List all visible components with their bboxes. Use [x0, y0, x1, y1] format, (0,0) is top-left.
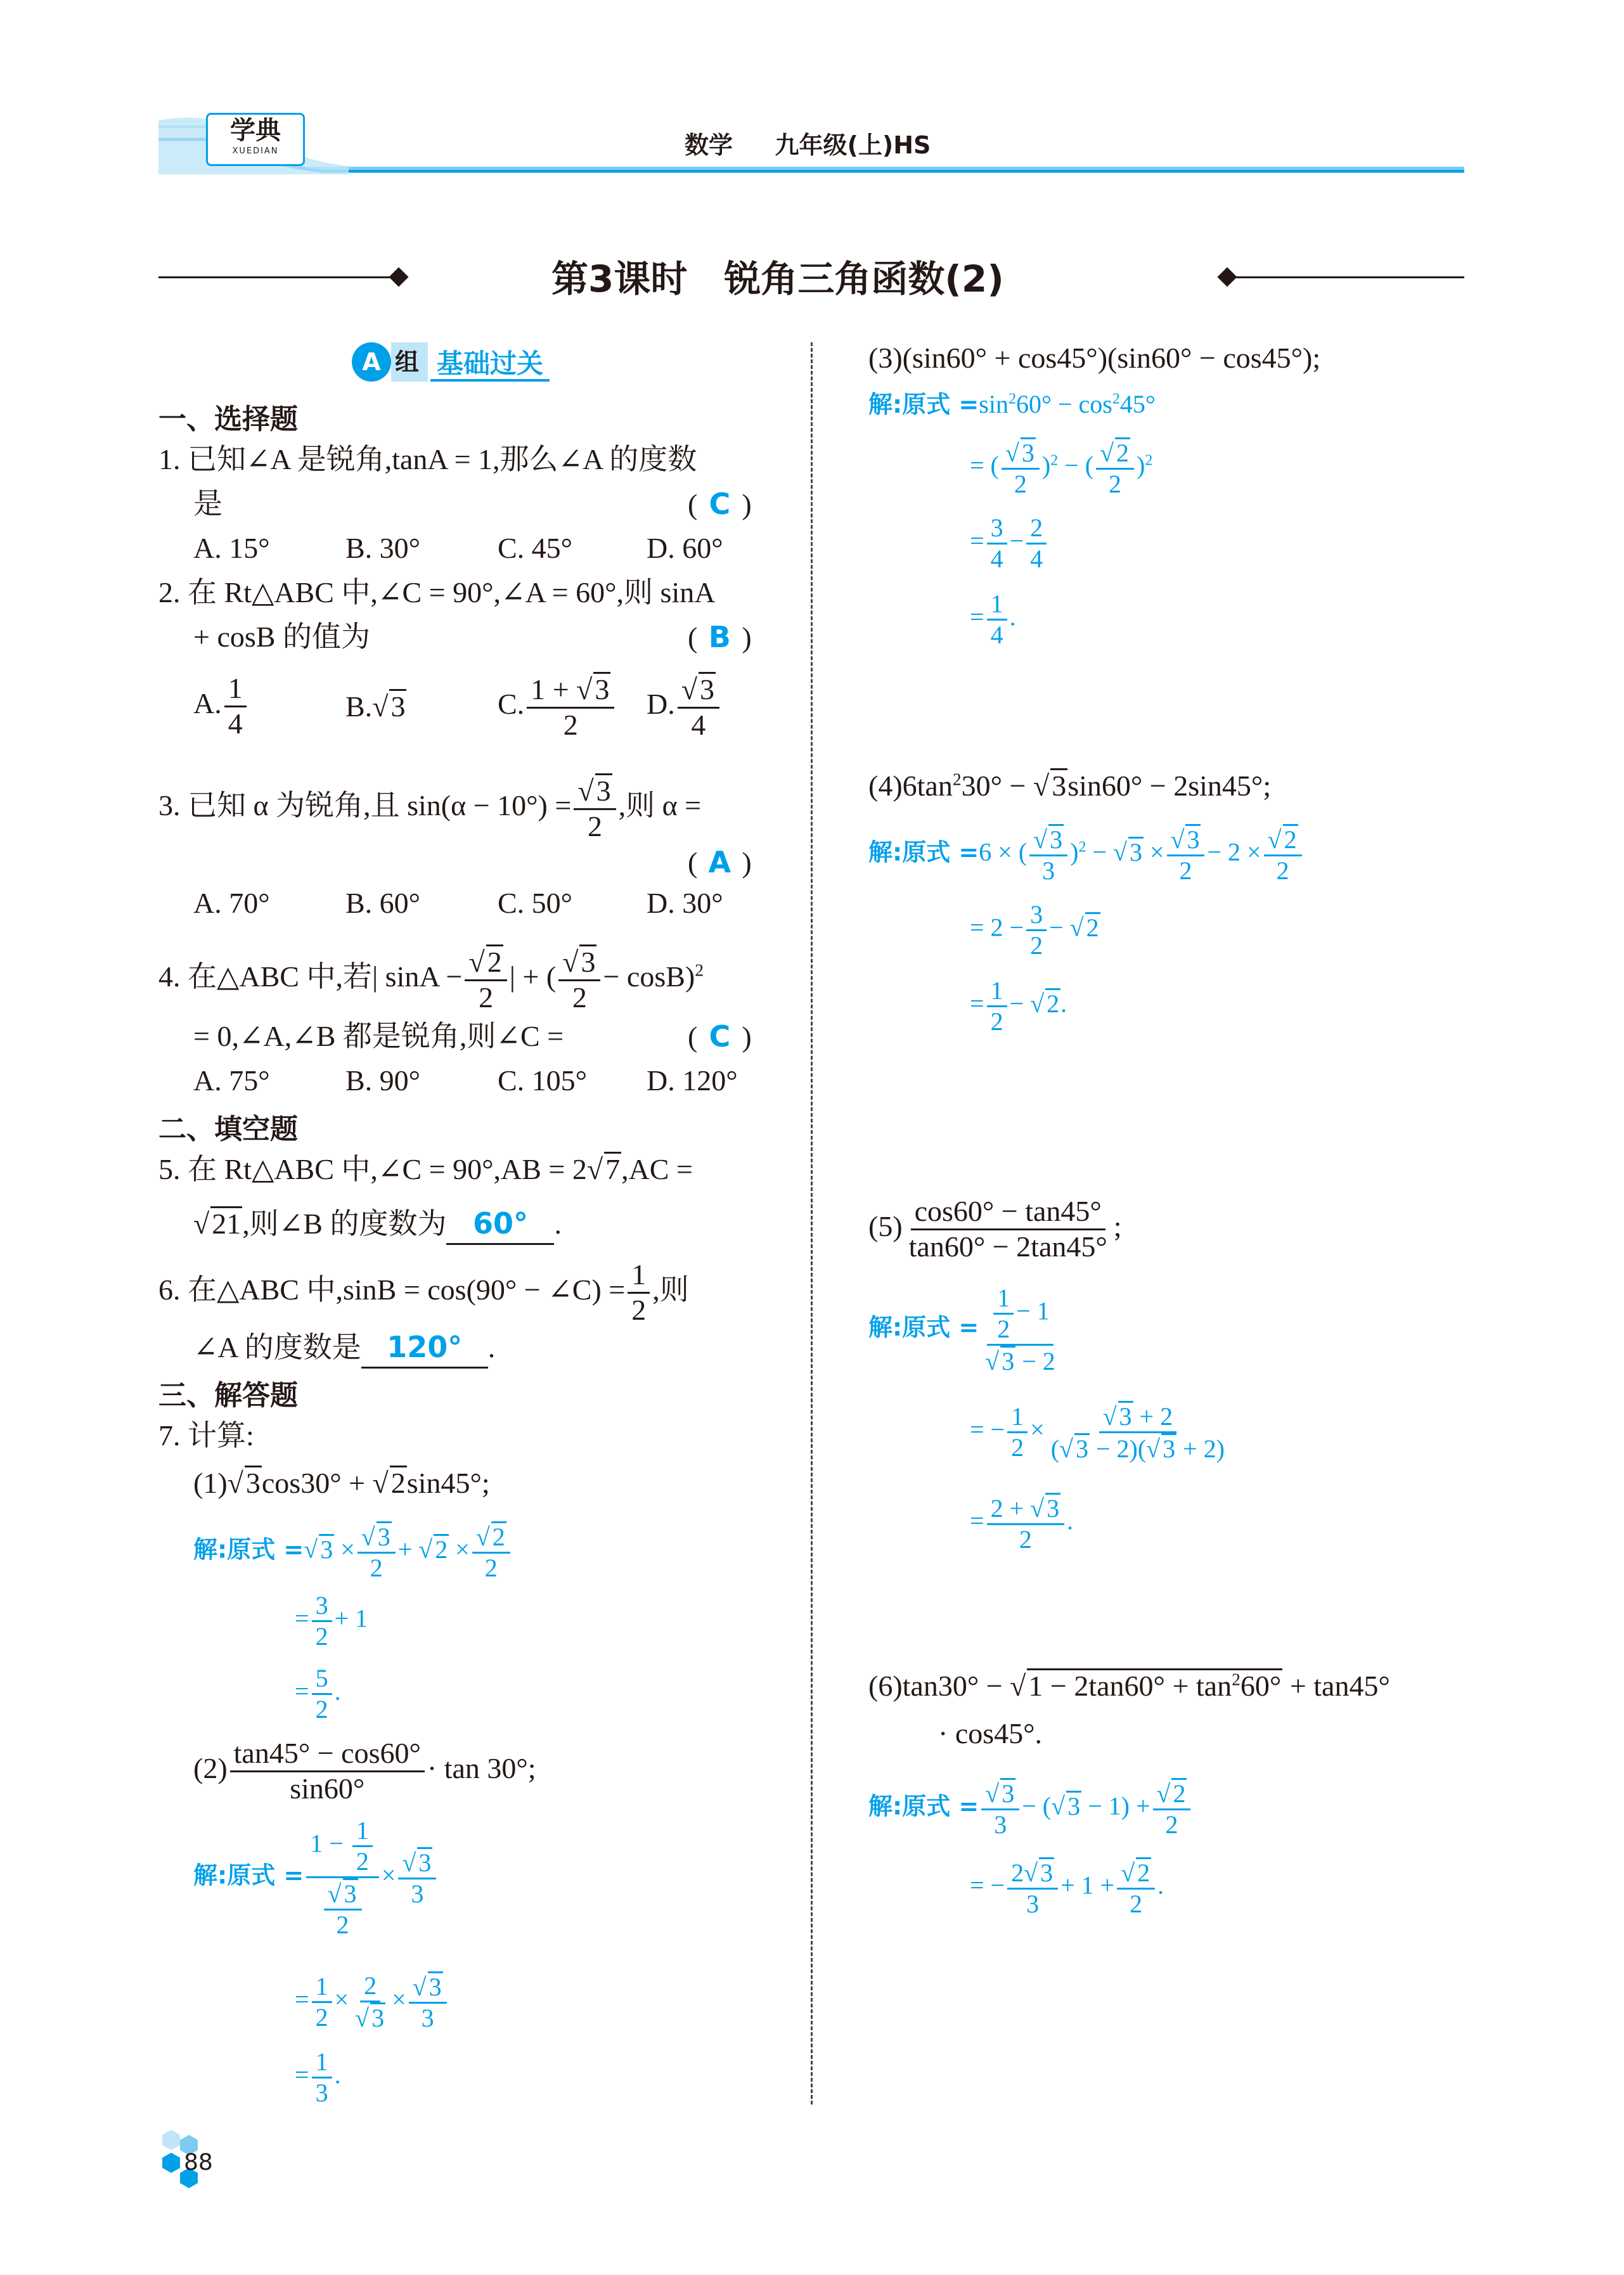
q7-part1-step1: 解:原式 =√ 3 × $\frac{√ 3}{2}$ + √ 2 × $\frac{√ 2}{2}$ [193, 1521, 513, 1583]
title-rule-right [1227, 276, 1464, 278]
q7-part5-step1: 解:原式 = $\frac{1}{2}$ − 1 √ 3 − 2 [868, 1284, 1055, 1376]
q4-answer: C [709, 1019, 731, 1054]
q7-part1-step3: = $\frac{5}{2}$ . [295, 1664, 341, 1724]
section-choice: 一、选择题 [158, 403, 298, 435]
q7-part6-step1: 解:原式 = $\frac{√ 3}{3}$ − (√ 3 − 1) + $\frac{√ 2}{2}$ [868, 1778, 1193, 1840]
q2-option-d: D. $\frac{√3}{4}$ [647, 672, 722, 742]
title-rule-left [158, 276, 399, 278]
q4-answer-bracket: ( C ) [688, 1017, 752, 1056]
q1-option-d: D. 60° [647, 532, 723, 564]
q2-answer-bracket: ( B ) [688, 618, 752, 657]
q5-answer: 60° [472, 1206, 528, 1241]
q7-part6-expression-line2: · cos45°. [938, 1717, 1043, 1750]
q7-part4-expression: $(4)6\tan^230^\circ - √3\sin 60^\circ - 2\sin 45^\circ$; [868, 769, 1272, 802]
q4-stem-line2: = 0,∠A,∠B 都是锐角,则∠C = [193, 1020, 564, 1052]
q4-option-c: C. 105° [498, 1064, 588, 1097]
q7-part1-step2: = $\frac{3}{2}$ + 1 [295, 1591, 368, 1651]
q7-part2-step3: = $\frac{1}{3}$ . [295, 2047, 341, 2107]
group-banner [352, 342, 550, 387]
q6-answer: 120° [387, 1330, 463, 1364]
q2-stem-line1: 2. 在 Rt△ABC 中,∠C = 90°,∠A = 60°,则 sinA [158, 576, 716, 609]
q7-part2-step1: 解:原式 = 1 − $\frac{1}{2}$ $\frac{√ 3}{2}$ × $\frac{√ 3}{3}$ [193, 1816, 439, 1940]
q7-part1-expression: (1)√3cos30° + √2sin45°; [193, 1467, 490, 1499]
q1-answer-bracket: ( C ) [688, 485, 752, 524]
q7-part5-step2: = − $\frac{1}{2}$ × $\frac{√ 3 + 2}{(√ 3 - 2)(√ 3 + 2)}$ [970, 1402, 1225, 1463]
q1-option-b: B. 30° [345, 532, 421, 564]
logo [206, 113, 305, 166]
q2-answer: B [708, 620, 731, 654]
header-grade: 九年级(上)HS [775, 131, 931, 159]
q2-option-b: B.√3 [345, 690, 406, 723]
page-header [158, 108, 1464, 177]
section-solve: 三、解答题 [158, 1379, 298, 1412]
q7-part3-step3: = $\frac{3}{4}$ − $\frac{2}{4}$ [970, 513, 1049, 574]
q7-part4-step1: 解:原式 =6 × ( $\frac{√ 3}{3}$ )$^2$ − √ 3 × $\frac{√ 3}{2}$ − 2 × $\frac{√ 2}{2}$ [868, 824, 1305, 886]
q4-option-d: D. 120° [647, 1064, 738, 1097]
q1-stem-line1: 1. 已知∠A 是锐角,tanA = 1,那么∠A 的度数 [158, 443, 697, 475]
q3-option-a: A. 70° [193, 887, 270, 919]
column-divider [811, 342, 813, 2104]
q7-part2-step2: = $\frac{1}{2}$ × $\frac{2}{√ 3}$ × $\frac{√ 3}{3}$ [295, 1971, 449, 2033]
q5-line2: √21,则∠B 的度数为 60° . [193, 1204, 562, 1245]
q7-part5-step3: = $\frac{2 + √ 3}{2}$ . [970, 1494, 1074, 1554]
q3-answer: A [708, 845, 731, 879]
q7-part3-expression: (3)(sin60° + cos45°)(sin60° − cos45°); [868, 342, 1321, 374]
q6-line2: ∠A 的度数是 120° . [193, 1328, 495, 1369]
q3-answer-bracket: ( A ) [688, 843, 752, 882]
q3-option-c: C. 50° [498, 887, 573, 919]
group-badge: A [352, 342, 391, 382]
q2-stem-line2: + cosB 的值为 [193, 621, 370, 653]
q4-stem-line1: 4. 在△ABC 中,若| sinA − $\frac{√2}{2}$ | + ( $\frac{√3}{2}$ − cosB)$^2$ [158, 946, 704, 1014]
section-fill: 二、填空题 [158, 1113, 298, 1145]
q7-part3-step4: = $\frac{1}{4}$ . [970, 590, 1016, 649]
q1-option-a: A. 15° [193, 532, 270, 564]
q7-part4-step3: = $\frac{1}{2}$ − √ 2. [970, 976, 1067, 1036]
q2-option-c: C. $\frac{1 + √3}{2}$ [498, 672, 617, 742]
q3-stem: 3. 已知 α 为锐角,且 sin(α − 10°) = $\frac{√3}{2}$ ,则 α = [158, 775, 702, 842]
page-number: 88 [184, 2149, 213, 2175]
q1-answer: C [709, 487, 731, 521]
logo-text: 学典 [230, 115, 281, 145]
q7-part6-expression-line1: $(6)\tan 30^\circ - √1 - 2\tan 60^\circ + \tan^260^\circ + \tan 45^\circ$ [868, 1669, 1390, 1702]
logo-subtext: XUEDIAN [232, 146, 279, 156]
q3-option-d: D. 30° [647, 887, 723, 919]
q1-stem-line2: 是 [193, 487, 222, 520]
q7-part6-step2: = − $\frac{2√ 3}{3}$ + 1 + $\frac{√ 2}{2}$ . [970, 1859, 1164, 1918]
q7-stem: 7. 计算: [158, 1419, 254, 1452]
group-name: 基础过关 [430, 348, 550, 382]
group-badge-word: 组 [391, 342, 428, 382]
header-subject: 数学 [685, 131, 733, 159]
q4-option-b: B. 90° [345, 1064, 421, 1097]
lesson-title: 第3课时 锐角三角函数(2) [551, 257, 1004, 300]
title-diamond-left [389, 267, 408, 287]
q7-part4-step2: = 2 − $\frac{3}{2}$ − √ 2 [970, 900, 1099, 960]
q1-option-c: C. 45° [498, 532, 573, 564]
q7-part3-step2: = ( $\frac{√ 3}{2}$ )$^2$ − ( $\frac{√ 2}{2}$ )$^2$ [970, 439, 1153, 498]
q7-part5-expression: (5) $\frac{\cos 60^\circ - \tan 45^\circ}{\tan 60^\circ - 2\tan 45^\circ}$ ; [868, 1195, 1122, 1263]
q6-line1: 6. 在△ABC 中,sinB = cos(90° − ∠C) = $\frac{1}{2}$ ,则 [158, 1258, 689, 1326]
q3-option-b: B. 60° [345, 887, 421, 919]
q2-option-a: A. $\frac{1}{4}$ [193, 672, 249, 741]
q7-part3-step1: 解:原式 $=\sin^260^\circ - \cos^245^\circ$ [868, 390, 1156, 418]
q4-option-a: A. 75° [193, 1064, 270, 1097]
q5-line1: 5. 在 Rt△ABC 中,∠C = 90°,AB = 2√7,AC = [158, 1153, 693, 1185]
header-subject-grade [685, 126, 931, 160]
q7-part2-expression: (2) $\frac{\tan 45^\circ - \cos 60^\circ}{\sin 60^\circ}$ · tan 30°; [193, 1737, 536, 1805]
